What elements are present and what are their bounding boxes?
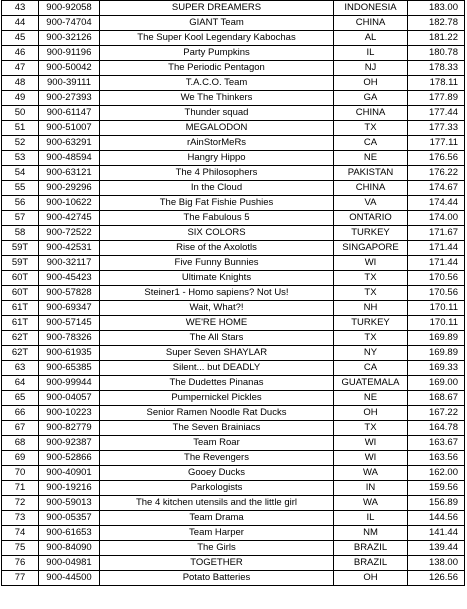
rank-cell: 60T xyxy=(2,271,39,286)
score-cell: 181.22 xyxy=(408,31,465,46)
location-cell: SINGAPORE xyxy=(334,241,408,256)
score-cell: 139.44 xyxy=(408,541,465,556)
team-id-cell: 900-42745 xyxy=(39,211,100,226)
location-cell: CHINA xyxy=(334,181,408,196)
team-id-cell: 900-10223 xyxy=(39,406,100,421)
team-id-cell: 900-19216 xyxy=(39,481,100,496)
rank-cell: 44 xyxy=(2,16,39,31)
table-row xyxy=(2,481,465,496)
rank-cell: 51 xyxy=(2,121,39,136)
rank-cell: 61T xyxy=(2,316,39,331)
score-cell: 182.78 xyxy=(408,16,465,31)
rank-cell: 66 xyxy=(2,406,39,421)
rank-cell: 74 xyxy=(2,526,39,541)
rank-cell: 59T xyxy=(2,241,39,256)
results-table-body xyxy=(2,1,465,586)
table-row xyxy=(2,406,465,421)
table-row xyxy=(2,496,465,511)
location-cell: PAKISTAN xyxy=(334,166,408,181)
rank-cell: 67 xyxy=(2,421,39,436)
rank-cell: 57 xyxy=(2,211,39,226)
score-cell: 144.56 xyxy=(408,511,465,526)
team-name-cell: Ultimate Knights xyxy=(100,271,334,286)
location-cell: VA xyxy=(334,196,408,211)
table-row xyxy=(2,16,465,31)
rank-cell: 63 xyxy=(2,361,39,376)
team-name-cell: The 4 kitchen utensils and the little girl xyxy=(100,496,334,511)
table-row xyxy=(2,136,465,151)
rank-cell: 50 xyxy=(2,106,39,121)
score-cell: 141.44 xyxy=(408,526,465,541)
team-id-cell: 900-32126 xyxy=(39,31,100,46)
score-cell: 177.44 xyxy=(408,106,465,121)
table-row xyxy=(2,196,465,211)
table-row xyxy=(2,271,465,286)
team-id-cell: 900-61147 xyxy=(39,106,100,121)
team-id-cell: 900-74704 xyxy=(39,16,100,31)
location-cell: NY xyxy=(334,346,408,361)
team-id-cell: 900-63121 xyxy=(39,166,100,181)
team-name-cell: Five Funny Bunnies xyxy=(100,256,334,271)
team-id-cell: 900-04981 xyxy=(39,556,100,571)
team-name-cell: Senior Ramen Noodle Rat Ducks xyxy=(100,406,334,421)
table-row xyxy=(2,226,465,241)
team-name-cell: The Big Fat Fishie Pushies xyxy=(100,196,334,211)
team-id-cell: 900-65385 xyxy=(39,361,100,376)
team-id-cell: 900-72522 xyxy=(39,226,100,241)
team-id-cell: 900-29296 xyxy=(39,181,100,196)
table-row xyxy=(2,241,465,256)
score-cell: 177.89 xyxy=(408,91,465,106)
score-cell: 177.11 xyxy=(408,136,465,151)
location-cell: CHINA xyxy=(334,16,408,31)
team-id-cell: 900-57145 xyxy=(39,316,100,331)
table-row xyxy=(2,526,465,541)
team-id-cell: 900-42531 xyxy=(39,241,100,256)
location-cell: WA xyxy=(334,496,408,511)
rank-cell: 43 xyxy=(2,1,39,16)
score-cell: 156.89 xyxy=(408,496,465,511)
score-cell: 176.56 xyxy=(408,151,465,166)
team-name-cell: The Periodic Pentagon xyxy=(100,61,334,76)
team-name-cell: Thunder squad xyxy=(100,106,334,121)
location-cell: TURKEY xyxy=(334,226,408,241)
score-cell: 138.00 xyxy=(408,556,465,571)
table-row xyxy=(2,76,465,91)
rank-cell: 69 xyxy=(2,451,39,466)
score-cell: 164.78 xyxy=(408,421,465,436)
location-cell: BRAZIL xyxy=(334,541,408,556)
table-row xyxy=(2,556,465,571)
team-name-cell: Potato Batteries xyxy=(100,571,334,586)
score-cell: 170.11 xyxy=(408,301,465,316)
score-cell: 162.00 xyxy=(408,466,465,481)
team-name-cell: We The Thinkers xyxy=(100,91,334,106)
score-cell: 167.22 xyxy=(408,406,465,421)
score-cell: 174.44 xyxy=(408,196,465,211)
rank-cell: 55 xyxy=(2,181,39,196)
rank-cell: 53 xyxy=(2,151,39,166)
rank-cell: 46 xyxy=(2,46,39,61)
table-row xyxy=(2,31,465,46)
score-cell: 177.33 xyxy=(408,121,465,136)
score-cell: 163.67 xyxy=(408,436,465,451)
score-cell: 170.11 xyxy=(408,316,465,331)
score-cell: 171.44 xyxy=(408,256,465,271)
rank-cell: 62T xyxy=(2,346,39,361)
team-name-cell: T.A.C.O. Team xyxy=(100,76,334,91)
rank-cell: 45 xyxy=(2,31,39,46)
location-cell: NE xyxy=(334,391,408,406)
team-name-cell: The Fabulous 5 xyxy=(100,211,334,226)
rank-cell: 52 xyxy=(2,136,39,151)
team-id-cell: 900-84090 xyxy=(39,541,100,556)
team-id-cell: 900-32117 xyxy=(39,256,100,271)
team-name-cell: Wait, What?! xyxy=(100,301,334,316)
team-id-cell: 900-57828 xyxy=(39,286,100,301)
table-row xyxy=(2,151,465,166)
team-name-cell: MEGALODON xyxy=(100,121,334,136)
team-name-cell: Hangry Hippo xyxy=(100,151,334,166)
team-name-cell: The Dudettes Pinanas xyxy=(100,376,334,391)
table-row xyxy=(2,166,465,181)
team-id-cell: 900-48594 xyxy=(39,151,100,166)
rank-cell: 70 xyxy=(2,466,39,481)
team-id-cell: 900-61935 xyxy=(39,346,100,361)
team-name-cell: TOGETHER xyxy=(100,556,334,571)
table-row xyxy=(2,376,465,391)
location-cell: OH xyxy=(334,571,408,586)
location-cell: IL xyxy=(334,46,408,61)
score-cell: 178.33 xyxy=(408,61,465,76)
rank-cell: 61T xyxy=(2,301,39,316)
location-cell: NM xyxy=(334,526,408,541)
location-cell: TX xyxy=(334,121,408,136)
team-name-cell: Silent... but DEADLY xyxy=(100,361,334,376)
table-row xyxy=(2,316,465,331)
team-name-cell: Rise of the Axolotls xyxy=(100,241,334,256)
table-row xyxy=(2,451,465,466)
team-id-cell: 900-44500 xyxy=(39,571,100,586)
team-id-cell: 900-91196 xyxy=(39,46,100,61)
table-row xyxy=(2,466,465,481)
table-row xyxy=(2,331,465,346)
team-id-cell: 900-78326 xyxy=(39,331,100,346)
team-name-cell: Parkologists xyxy=(100,481,334,496)
score-cell: 169.89 xyxy=(408,346,465,361)
team-id-cell: 900-27393 xyxy=(39,91,100,106)
table-row xyxy=(2,121,465,136)
location-cell: WI xyxy=(334,436,408,451)
location-cell: TX xyxy=(334,286,408,301)
location-cell: AL xyxy=(334,31,408,46)
team-name-cell: Team Drama xyxy=(100,511,334,526)
team-id-cell: 900-92058 xyxy=(39,1,100,16)
location-cell: NH xyxy=(334,301,408,316)
team-name-cell: Super Seven SHAYLAR xyxy=(100,346,334,361)
location-cell: GA xyxy=(334,91,408,106)
table-row xyxy=(2,181,465,196)
score-cell: 169.33 xyxy=(408,361,465,376)
rank-cell: 73 xyxy=(2,511,39,526)
team-id-cell: 900-45423 xyxy=(39,271,100,286)
table-row xyxy=(2,346,465,361)
location-cell: TX xyxy=(334,331,408,346)
team-id-cell: 900-61653 xyxy=(39,526,100,541)
results-table xyxy=(1,0,465,586)
location-cell: TX xyxy=(334,421,408,436)
rank-cell: 71 xyxy=(2,481,39,496)
score-cell: 171.44 xyxy=(408,241,465,256)
location-cell: OH xyxy=(334,76,408,91)
score-cell: 169.89 xyxy=(408,331,465,346)
team-id-cell: 900-59013 xyxy=(39,496,100,511)
location-cell: WI xyxy=(334,256,408,271)
team-name-cell: Team Roar xyxy=(100,436,334,451)
score-cell: 170.56 xyxy=(408,271,465,286)
location-cell: INDONESIA xyxy=(334,1,408,16)
team-name-cell: Team Harper xyxy=(100,526,334,541)
table-row xyxy=(2,436,465,451)
team-id-cell: 900-82779 xyxy=(39,421,100,436)
score-cell: 171.67 xyxy=(408,226,465,241)
team-name-cell: Gooey Ducks xyxy=(100,466,334,481)
table-row xyxy=(2,541,465,556)
table-row xyxy=(2,511,465,526)
location-cell: CHINA xyxy=(334,106,408,121)
table-row xyxy=(2,211,465,226)
rank-cell: 48 xyxy=(2,76,39,91)
rank-cell: 54 xyxy=(2,166,39,181)
team-id-cell: 900-40901 xyxy=(39,466,100,481)
score-cell: 176.22 xyxy=(408,166,465,181)
team-id-cell: 900-05357 xyxy=(39,511,100,526)
team-name-cell: In the Cloud xyxy=(100,181,334,196)
score-cell: 174.67 xyxy=(408,181,465,196)
rank-cell: 65 xyxy=(2,391,39,406)
team-name-cell: WE'RE HOME xyxy=(100,316,334,331)
rank-cell: 72 xyxy=(2,496,39,511)
table-row xyxy=(2,91,465,106)
team-name-cell: The All Stars xyxy=(100,331,334,346)
table-row xyxy=(2,256,465,271)
team-name-cell: The 4 Philosophers xyxy=(100,166,334,181)
rank-cell: 47 xyxy=(2,61,39,76)
rank-cell: 75 xyxy=(2,541,39,556)
location-cell: NE xyxy=(334,151,408,166)
team-name-cell: SUPER DREAMERS xyxy=(100,1,334,16)
rank-cell: 60T xyxy=(2,286,39,301)
score-cell: 126.56 xyxy=(408,571,465,586)
location-cell: OH xyxy=(334,406,408,421)
location-cell: NJ xyxy=(334,61,408,76)
location-cell: GUATEMALA xyxy=(334,376,408,391)
table-row xyxy=(2,391,465,406)
score-cell: 183.00 xyxy=(408,1,465,16)
team-id-cell: 900-10622 xyxy=(39,196,100,211)
location-cell: ONTARIO xyxy=(334,211,408,226)
team-name-cell: The Revengers xyxy=(100,451,334,466)
table-row xyxy=(2,61,465,76)
location-cell: CA xyxy=(334,361,408,376)
team-name-cell: SIX COLORS xyxy=(100,226,334,241)
location-cell: WI xyxy=(334,451,408,466)
score-cell: 180.78 xyxy=(408,46,465,61)
rank-cell: 59T xyxy=(2,256,39,271)
team-name-cell: Party Pumpkins xyxy=(100,46,334,61)
team-name-cell: The Super Kool Legendary Kabochas xyxy=(100,31,334,46)
score-cell: 174.00 xyxy=(408,211,465,226)
location-cell: TURKEY xyxy=(334,316,408,331)
rank-cell: 58 xyxy=(2,226,39,241)
score-cell: 163.56 xyxy=(408,451,465,466)
table-row xyxy=(2,106,465,121)
rank-cell: 64 xyxy=(2,376,39,391)
score-cell: 169.00 xyxy=(408,376,465,391)
team-id-cell: 900-69347 xyxy=(39,301,100,316)
table-row xyxy=(2,46,465,61)
team-id-cell: 900-50042 xyxy=(39,61,100,76)
location-cell: BRAZIL xyxy=(334,556,408,571)
location-cell: TX xyxy=(334,271,408,286)
location-cell: WA xyxy=(334,466,408,481)
rank-cell: 68 xyxy=(2,436,39,451)
location-cell: IL xyxy=(334,511,408,526)
score-cell: 168.67 xyxy=(408,391,465,406)
rank-cell: 56 xyxy=(2,196,39,211)
team-name-cell: The Seven Brainiacs xyxy=(100,421,334,436)
table-row xyxy=(2,361,465,376)
team-name-cell: Pumpernickel Pickles xyxy=(100,391,334,406)
rank-cell: 49 xyxy=(2,91,39,106)
location-cell: IN xyxy=(334,481,408,496)
rank-cell: 76 xyxy=(2,556,39,571)
results-sheet xyxy=(1,0,465,586)
team-id-cell: 900-52866 xyxy=(39,451,100,466)
team-id-cell: 900-92387 xyxy=(39,436,100,451)
team-name-cell: The Girls xyxy=(100,541,334,556)
rank-cell: 62T xyxy=(2,331,39,346)
table-row xyxy=(2,421,465,436)
team-id-cell: 900-51007 xyxy=(39,121,100,136)
table-row xyxy=(2,286,465,301)
table-row xyxy=(2,1,465,16)
team-id-cell: 900-04057 xyxy=(39,391,100,406)
score-cell: 159.56 xyxy=(408,481,465,496)
score-cell: 178.11 xyxy=(408,76,465,91)
table-row xyxy=(2,571,465,586)
team-name-cell: Steiner1 - Homo sapiens? Not Us! xyxy=(100,286,334,301)
table-row xyxy=(2,301,465,316)
score-cell: 170.56 xyxy=(408,286,465,301)
team-id-cell: 900-63291 xyxy=(39,136,100,151)
team-name-cell: rAinStorMeRs xyxy=(100,136,334,151)
location-cell: CA xyxy=(334,136,408,151)
rank-cell: 77 xyxy=(2,571,39,586)
team-name-cell: GIANT Team xyxy=(100,16,334,31)
team-id-cell: 900-99944 xyxy=(39,376,100,391)
team-id-cell: 900-39111 xyxy=(39,76,100,91)
